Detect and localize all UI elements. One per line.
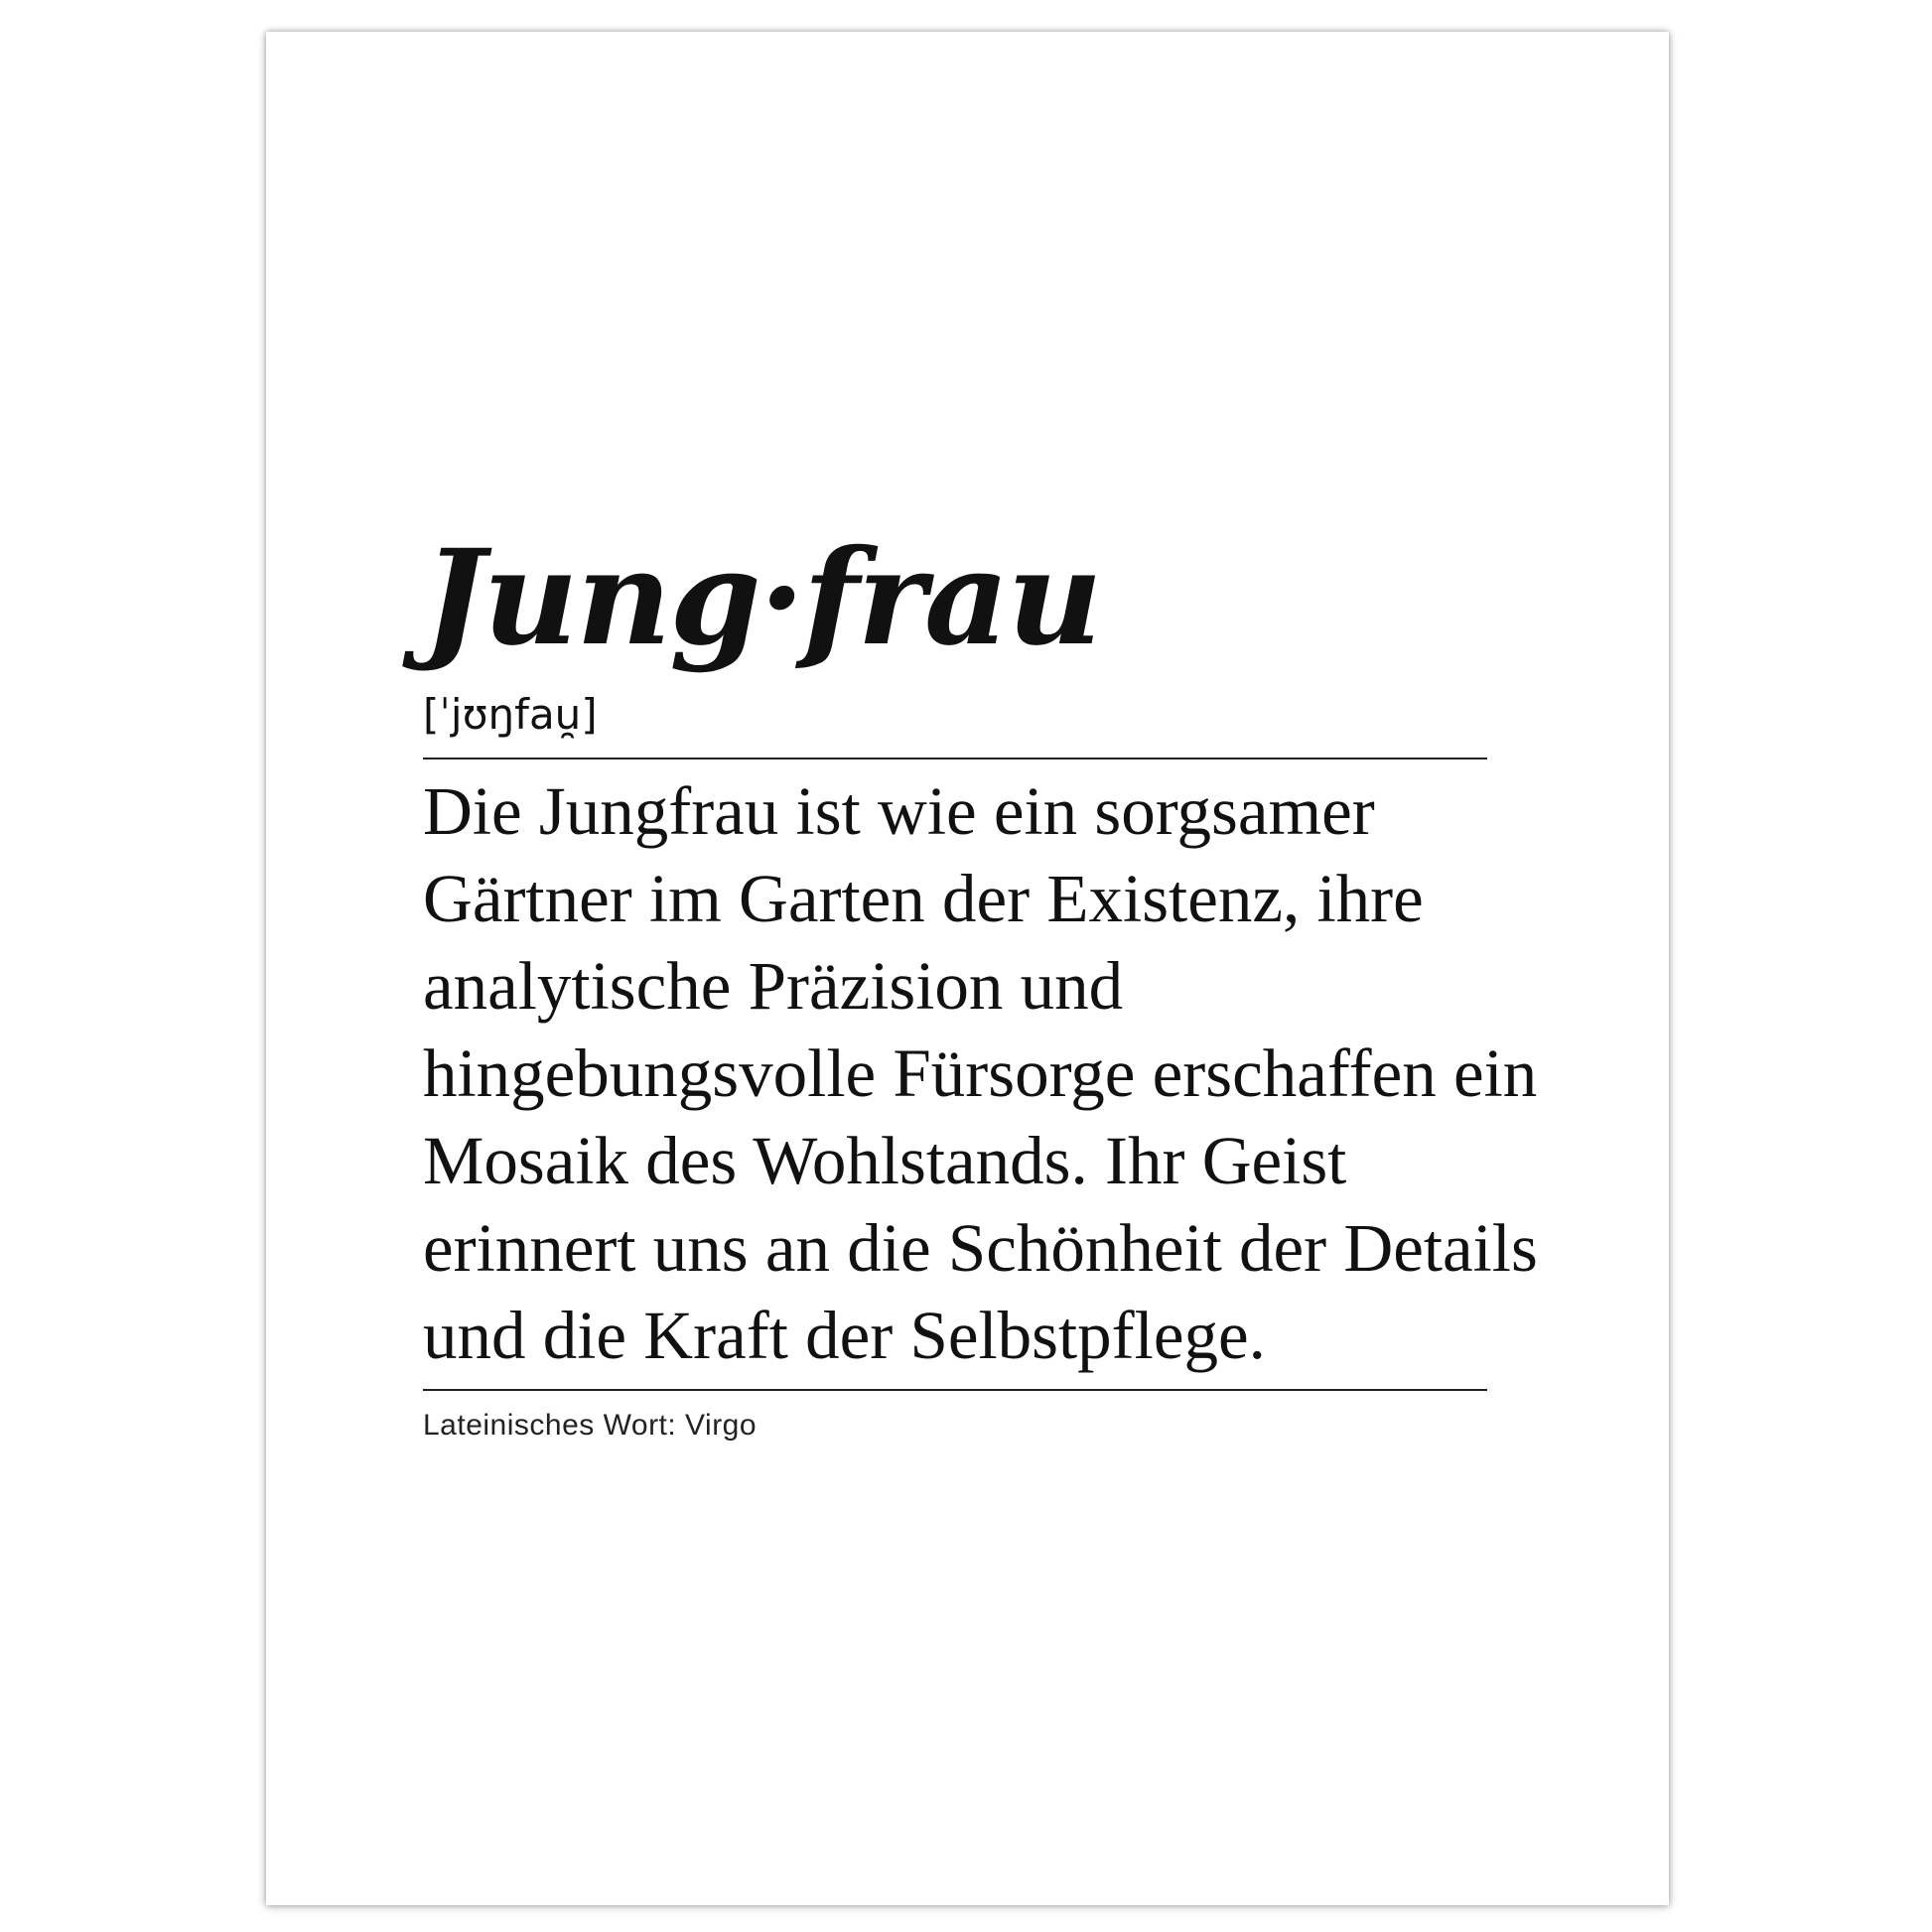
definition-text: Die Jungfrau ist wie ein sorgsamer Gärtner im Garten der Existenz, ihre analytische Präzision und hingebungsvolle Fürsorge erschaffen ein Mosaik des Wohlstands. Ihr Geist erinnert uns an die Schönheit der Details und die Kraft der Selbstpflege. — [423, 773, 1538, 1373]
poster-sheet — [266, 32, 1669, 1905]
dictionary-entry — [423, 521, 1538, 1443]
top-divider — [423, 758, 1487, 759]
latin-word-note: Lateinisches Wort: Virgo — [423, 1409, 758, 1442]
bottom-divider — [423, 1389, 1487, 1391]
pronunciation-text: [ˈjʊŋfau̯] — [423, 690, 598, 739]
headword-title: Jung·frau — [423, 521, 1101, 675]
